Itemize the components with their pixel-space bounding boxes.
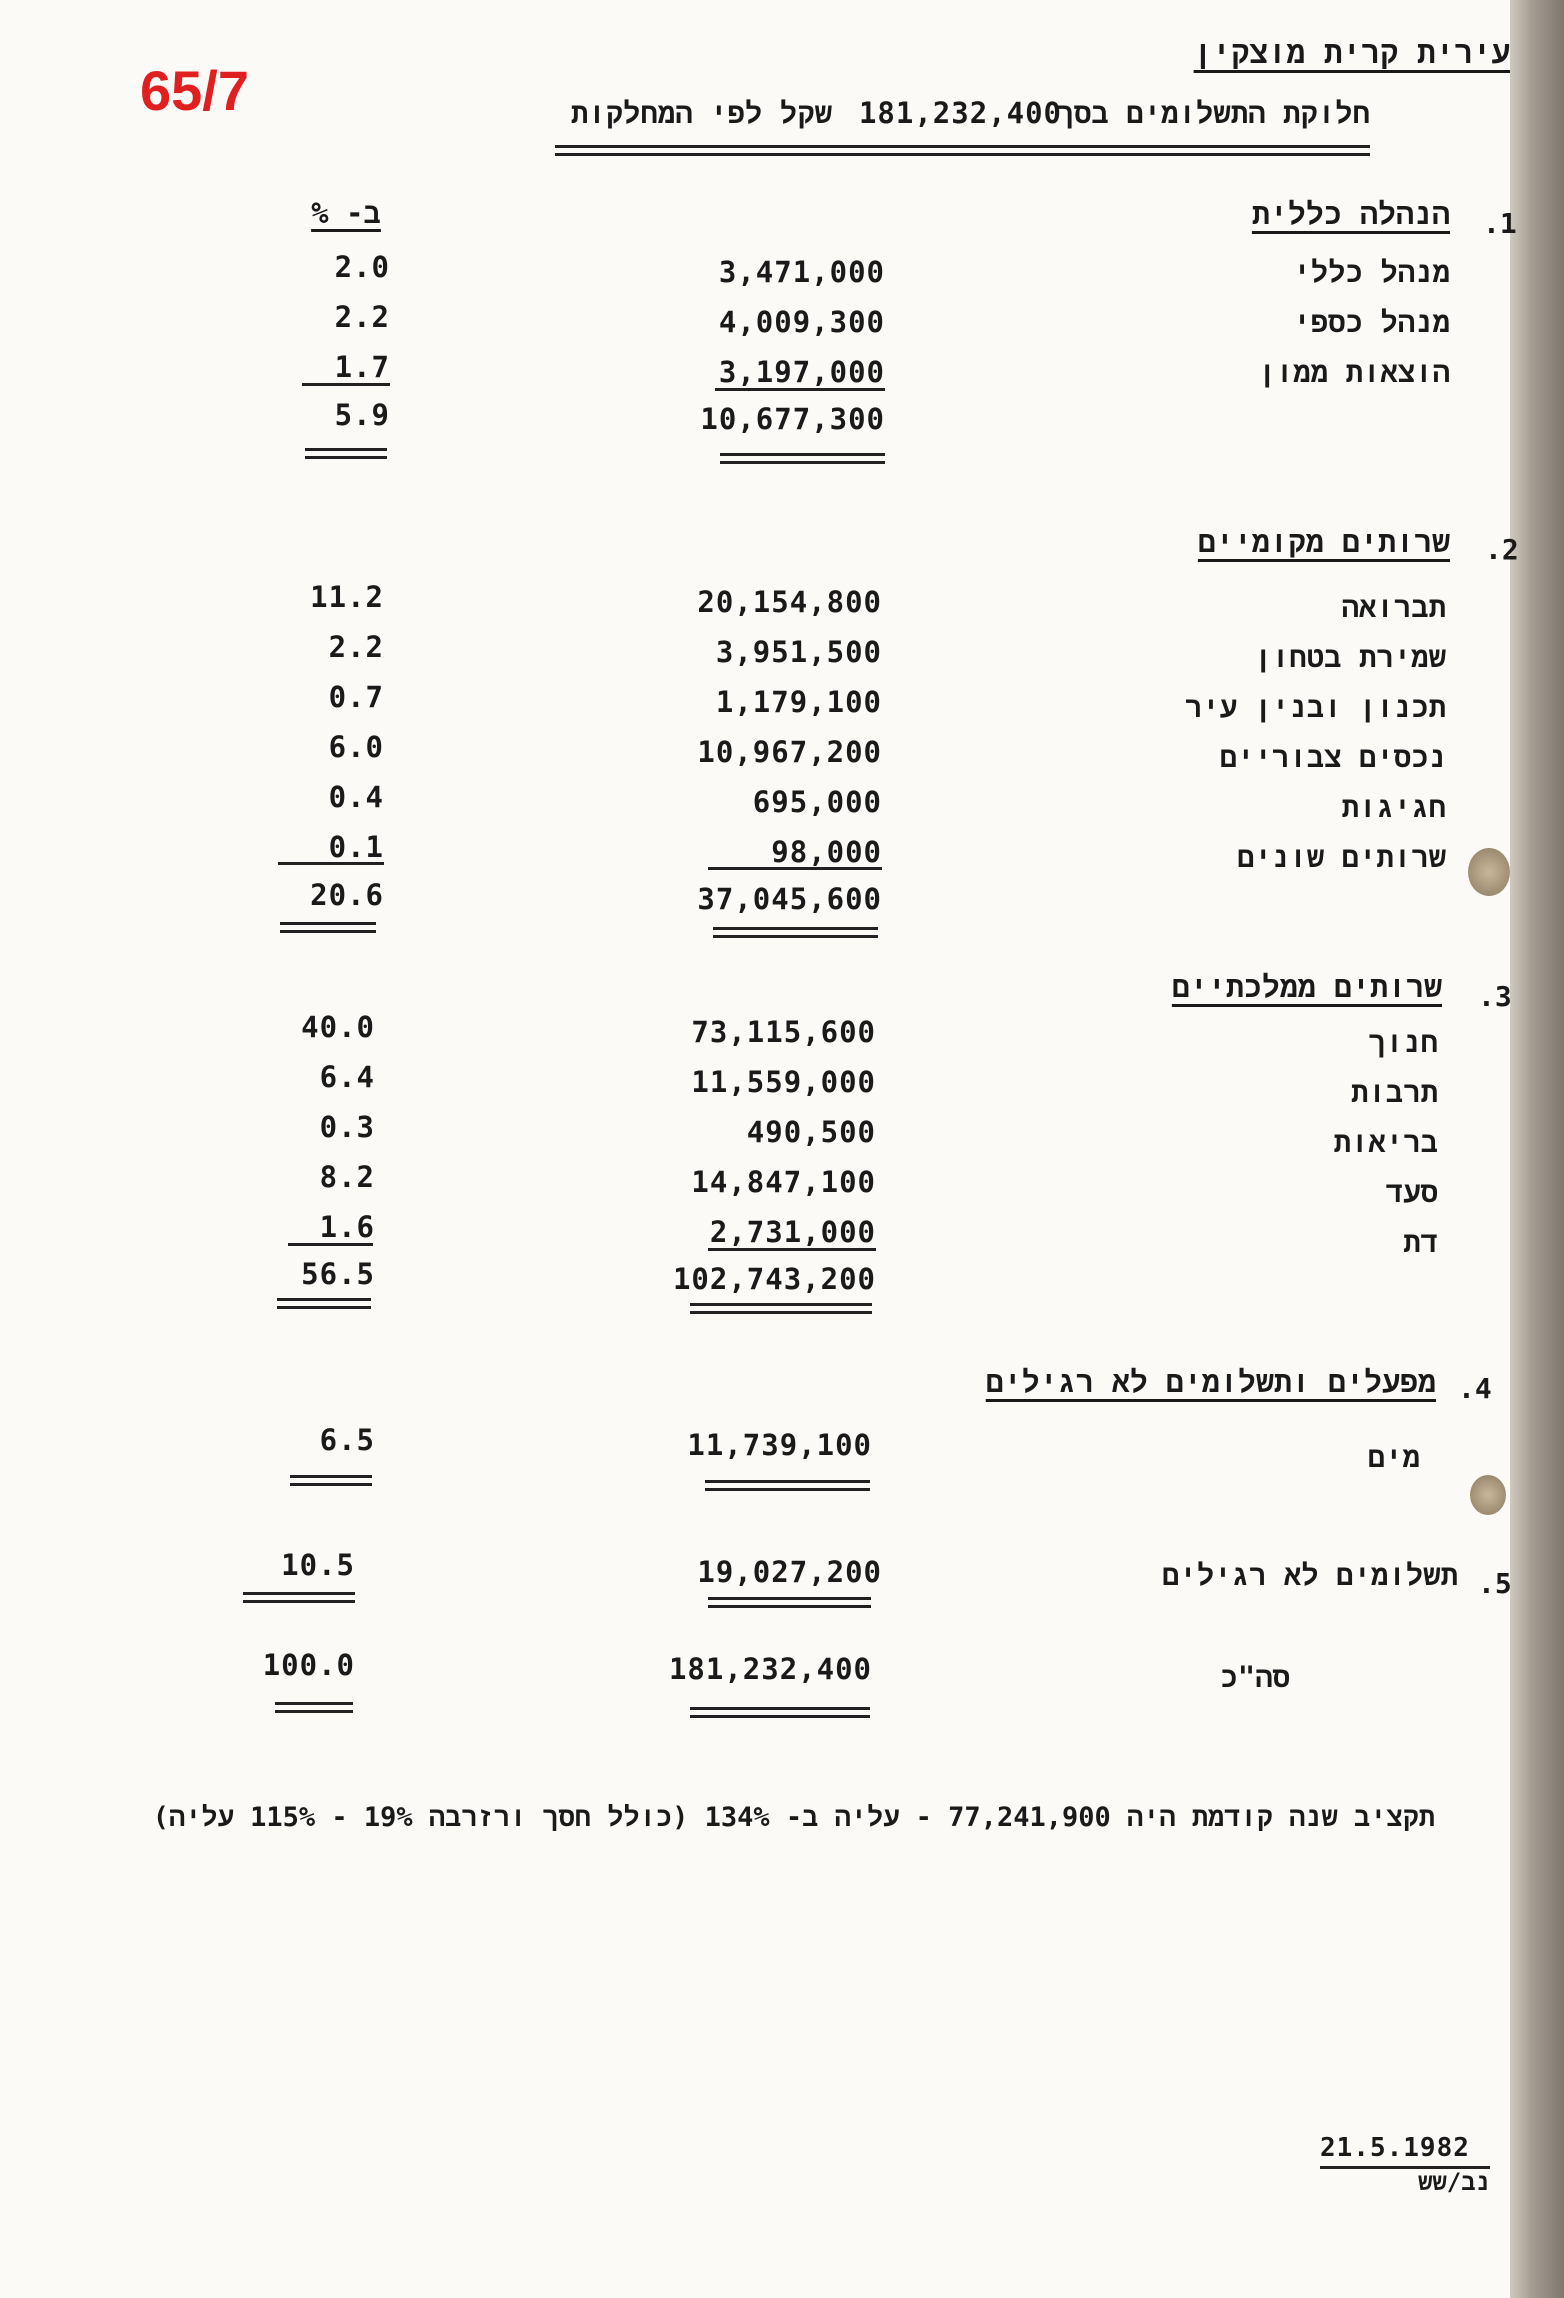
row-percent: 0.3 bbox=[319, 1110, 375, 1144]
title-double-underline bbox=[555, 145, 1370, 156]
row-amount: 4,009,300 bbox=[718, 305, 885, 339]
section-number: .5 bbox=[1478, 1567, 1512, 1600]
row-label: סעד bbox=[1385, 1175, 1438, 1209]
subtotal-rule bbox=[288, 1243, 373, 1246]
row-percent: 1.7 bbox=[334, 350, 390, 384]
row-percent: 2.2 bbox=[334, 300, 390, 334]
title-amount: 181,232,400 bbox=[858, 96, 1062, 130]
percent-column-header: ב- % bbox=[311, 196, 381, 230]
section-total-amount: 10,677,300 bbox=[700, 402, 885, 436]
row-amount: 1,179,100 bbox=[715, 685, 882, 719]
subtotal-rule bbox=[708, 867, 882, 870]
section-total-percent: 20.6 bbox=[310, 878, 384, 912]
row-label: הוצאות ממון bbox=[1258, 355, 1450, 389]
section-percent: 10.5 bbox=[281, 1548, 355, 1582]
total-double-rule bbox=[280, 922, 376, 933]
document-number-stamp: 65/7 bbox=[140, 59, 249, 122]
row-amount: 2,731,000 bbox=[709, 1215, 876, 1249]
subtotal-rule bbox=[278, 862, 384, 865]
row-percent: 6.0 bbox=[328, 730, 384, 764]
section-title: תשלומים לא רגילים bbox=[1162, 1558, 1458, 1592]
section-title: הנהלה כללית bbox=[1251, 197, 1450, 232]
row-label: תרבות bbox=[1350, 1075, 1438, 1109]
page-edge-shadow bbox=[1510, 0, 1564, 2298]
row-amount: 3,951,500 bbox=[715, 635, 882, 669]
row-percent: 6.4 bbox=[319, 1060, 375, 1094]
section-total-amount: 102,743,200 bbox=[672, 1262, 876, 1296]
row-label: חגיגות bbox=[1341, 790, 1446, 824]
row-label: חנוך bbox=[1368, 1025, 1438, 1059]
grand-total-amount: 181,232,400 bbox=[668, 1652, 872, 1686]
organization-name: עירית קרית מוצקין bbox=[1193, 35, 1510, 71]
row-percent: 1.6 bbox=[319, 1210, 375, 1244]
row-amount: 3,471,000 bbox=[718, 255, 885, 289]
section-title: שרותים מקומיים bbox=[1197, 525, 1450, 560]
subtotal-rule bbox=[302, 383, 390, 386]
punch-hole bbox=[1468, 848, 1510, 896]
title-prefix: חלוקת התשלומים בסך bbox=[1056, 96, 1370, 130]
document-title bbox=[570, 96, 1370, 136]
row-percent: 2.2 bbox=[328, 630, 384, 664]
total-double-rule bbox=[277, 1298, 371, 1309]
row-amount: 98,000 bbox=[771, 835, 882, 869]
row-label: שרותים שונים bbox=[1237, 840, 1446, 874]
section-title: שרותים ממלכתיים bbox=[1171, 970, 1442, 1005]
section-total-amount: 37,045,600 bbox=[697, 882, 882, 916]
row-amount: 14,847,100 bbox=[691, 1165, 876, 1199]
row-label: דת bbox=[1403, 1225, 1438, 1259]
punch-hole bbox=[1470, 1475, 1506, 1515]
section-number: .4 bbox=[1458, 1372, 1492, 1405]
total-double-rule bbox=[305, 448, 387, 459]
author-initials: נב/שש bbox=[1417, 2168, 1490, 2196]
row-label: נכסים צבוריים bbox=[1219, 740, 1446, 774]
subtotal-rule bbox=[708, 1248, 876, 1251]
row-percent: 8.2 bbox=[319, 1160, 375, 1194]
row-amount: 10,967,200 bbox=[697, 735, 882, 769]
subtotal-rule bbox=[715, 388, 885, 391]
row-percent: 0.1 bbox=[328, 830, 384, 864]
row-label: תברואה bbox=[1341, 590, 1446, 624]
total-double-rule bbox=[713, 927, 878, 938]
total-double-rule bbox=[690, 1303, 872, 1314]
row-amount: 490,500 bbox=[746, 1115, 876, 1149]
row-amount: 73,115,600 bbox=[691, 1015, 876, 1049]
grand-total-percent: 100.0 bbox=[262, 1648, 355, 1682]
grand-total-label: סה"כ bbox=[1220, 1660, 1290, 1694]
row-label: תכנון ובנין עיר bbox=[1184, 690, 1446, 724]
total-double-rule bbox=[290, 1475, 372, 1486]
row-percent: 0.4 bbox=[328, 780, 384, 814]
title-suffix: שקל לפי המחלקות bbox=[570, 96, 832, 130]
row-percent: 11.2 bbox=[310, 580, 384, 614]
total-double-rule bbox=[708, 1597, 871, 1608]
prior-year-footnote: תקציב שנה קודמת היה 77,241,900 - עליה ב- 134% (כולל חסך ורזרבה 19% - 115% עליה) bbox=[152, 1802, 1435, 1833]
row-label: מנהל כללי bbox=[1293, 255, 1450, 289]
section-amount: 19,027,200 bbox=[697, 1555, 882, 1589]
row-percent: 2.0 bbox=[334, 250, 390, 284]
row-label: מנהל כספי bbox=[1293, 305, 1450, 339]
section-title: מפעלים ותשלומים לא רגילים bbox=[985, 1365, 1436, 1400]
section-total-percent: 5.9 bbox=[334, 398, 390, 432]
total-double-rule bbox=[690, 1707, 870, 1718]
section-number: .3 bbox=[1478, 980, 1512, 1013]
total-double-rule bbox=[275, 1702, 353, 1713]
total-double-rule bbox=[705, 1480, 870, 1491]
total-double-rule bbox=[243, 1592, 355, 1603]
row-label: בריאות bbox=[1333, 1125, 1438, 1159]
row-amount: 695,000 bbox=[752, 785, 882, 819]
row-label: מים bbox=[1367, 1440, 1420, 1474]
row-percent: 40.0 bbox=[301, 1010, 375, 1044]
row-amount: 3,197,000 bbox=[718, 355, 885, 389]
row-label: שמירת בטחון bbox=[1254, 640, 1446, 674]
document-date: 21.5.1982 bbox=[1320, 2133, 1470, 2163]
row-percent: 0.7 bbox=[328, 680, 384, 714]
total-double-rule bbox=[720, 453, 885, 464]
row-amount: 11,559,000 bbox=[691, 1065, 876, 1099]
section-number: .2 bbox=[1485, 533, 1519, 566]
row-percent: 6.5 bbox=[319, 1423, 375, 1457]
section-number: .1 bbox=[1483, 207, 1517, 240]
row-amount: 11,739,100 bbox=[687, 1428, 872, 1462]
row-amount: 20,154,800 bbox=[697, 585, 882, 619]
section-total-percent: 56.5 bbox=[301, 1257, 375, 1291]
